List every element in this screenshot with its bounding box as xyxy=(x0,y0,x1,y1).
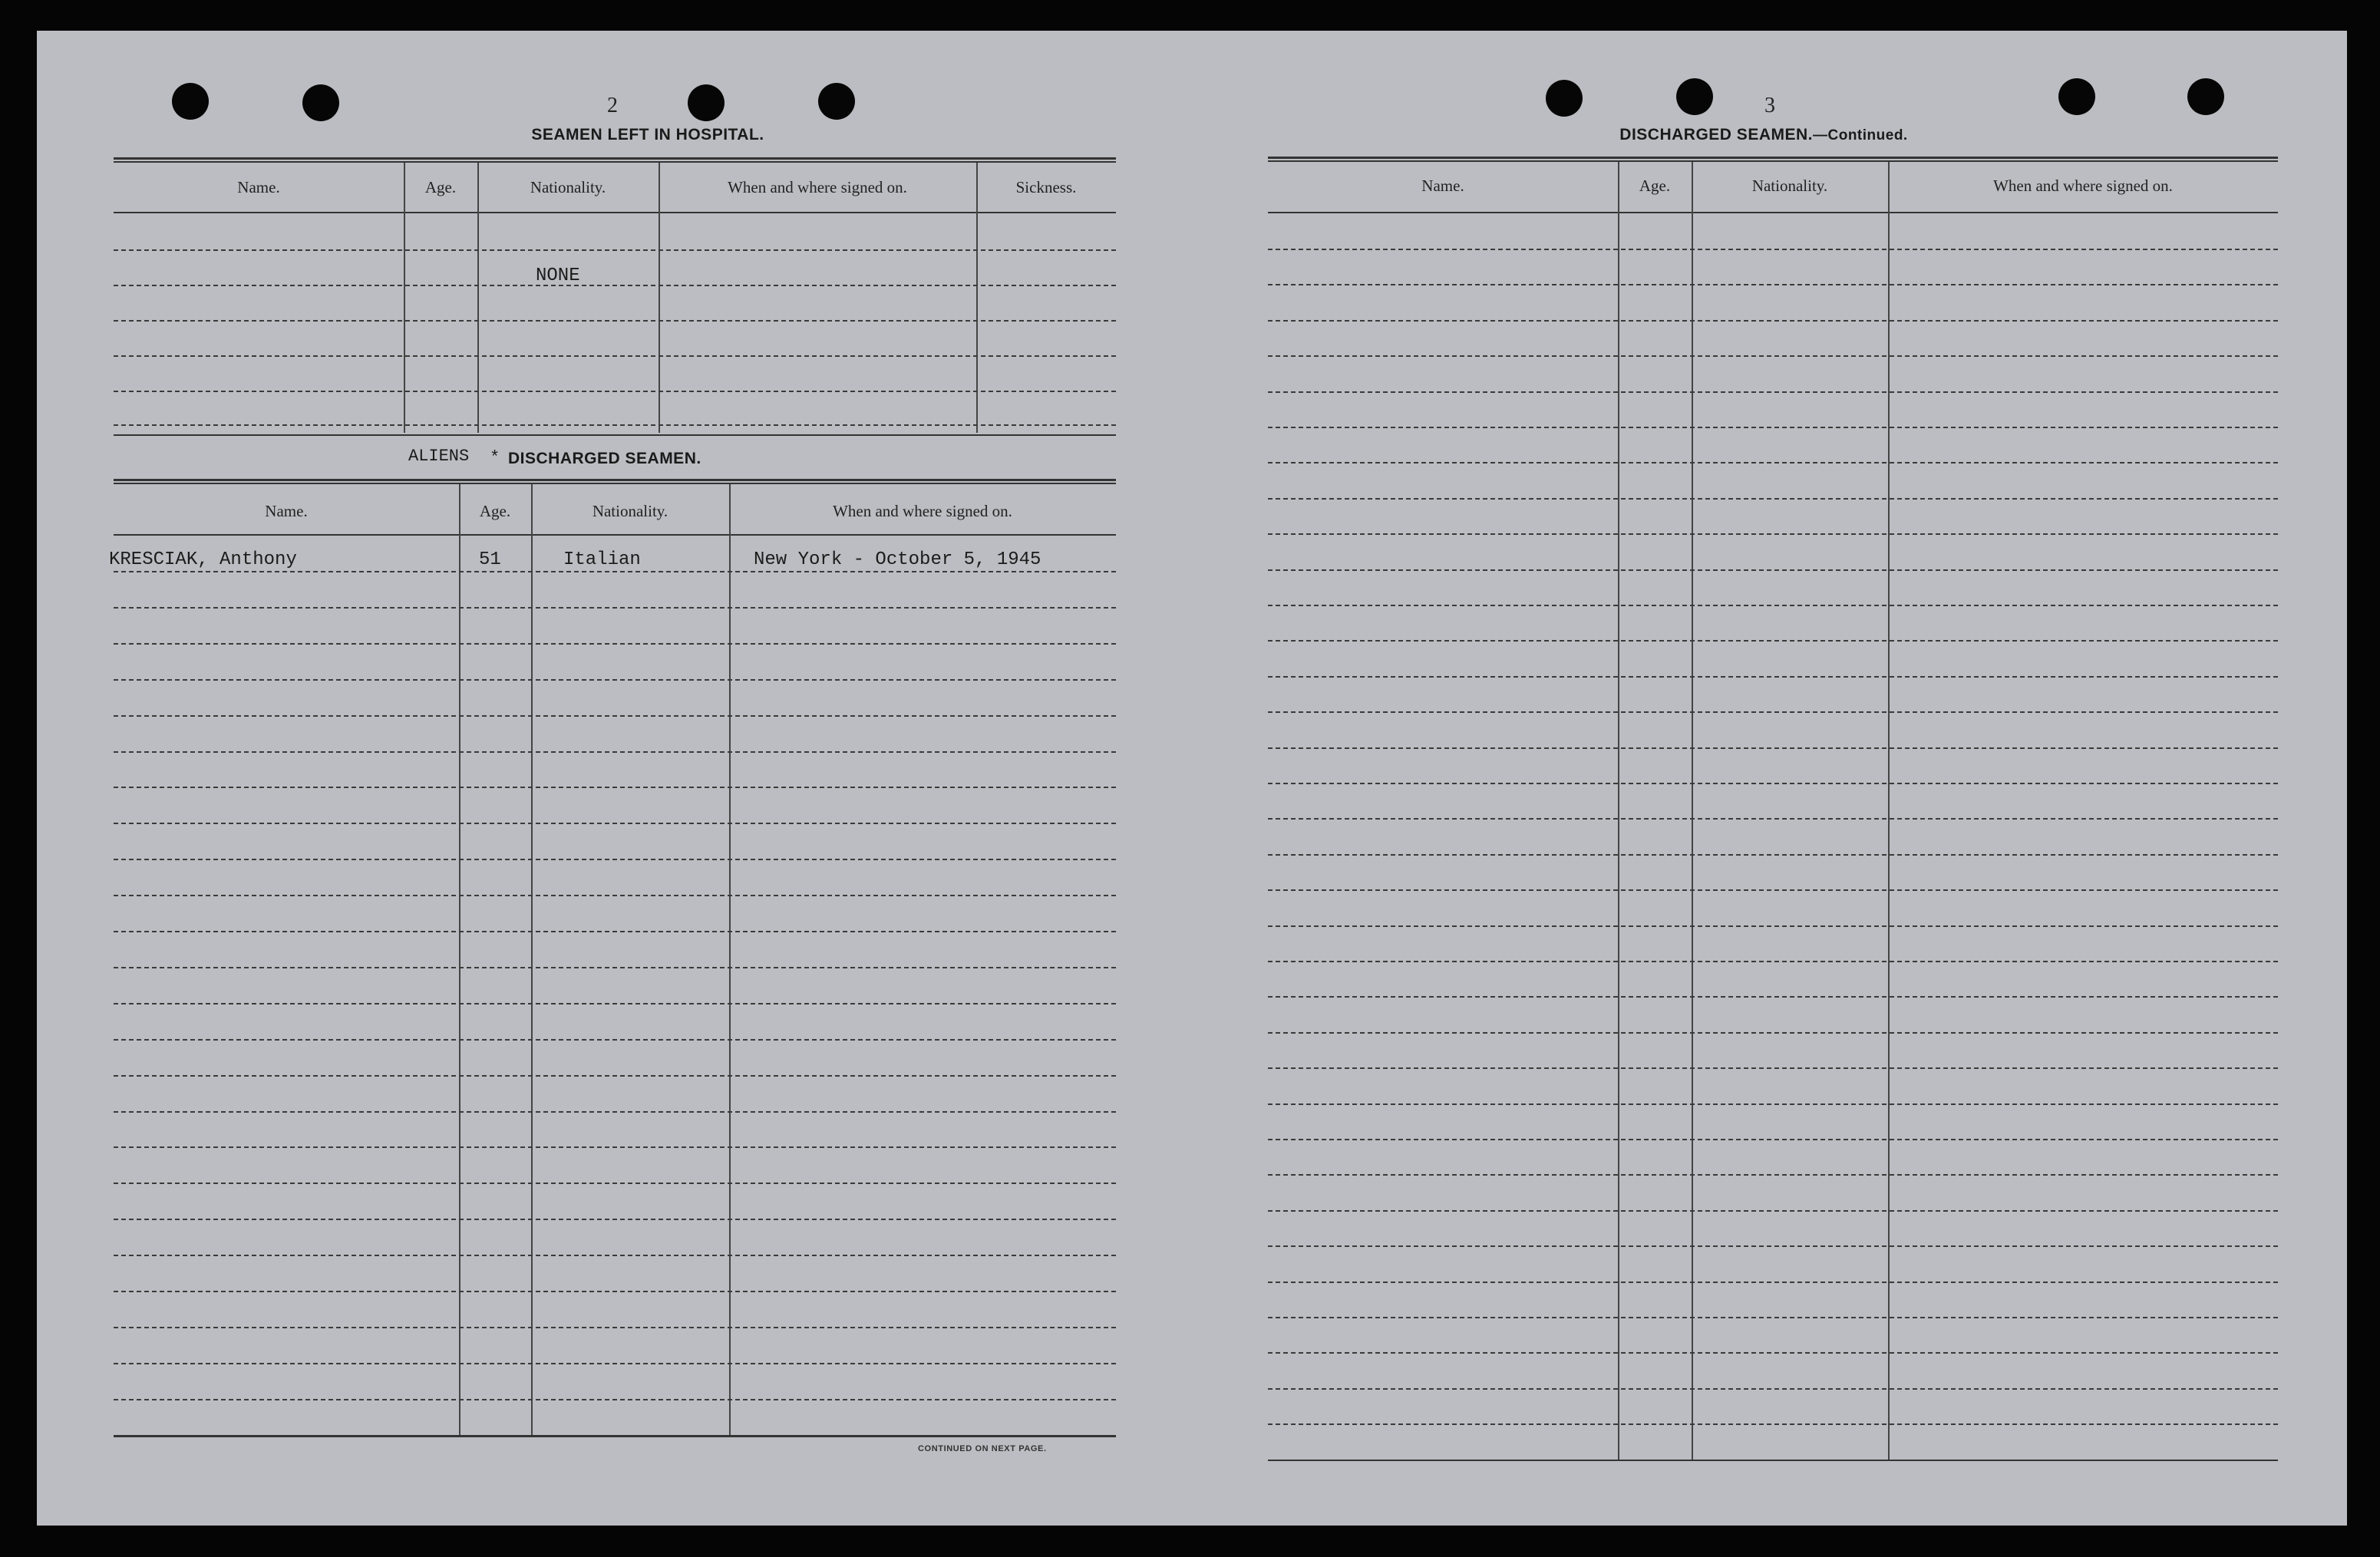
ruled-line xyxy=(1268,1352,2278,1354)
ruled-line xyxy=(114,859,1116,860)
aliens-col-nationality: Nationality. xyxy=(592,502,668,520)
hospital-col-name: Name. xyxy=(237,178,280,196)
ruled-line xyxy=(1268,1139,2278,1140)
ruled-line xyxy=(114,1039,1116,1041)
hospital-row-line xyxy=(114,391,1116,392)
aliens-title-printed: DISCHARGED SEAMEN. xyxy=(508,450,701,467)
hospital-row-line xyxy=(114,249,1116,251)
hospital-header-rule xyxy=(114,212,1116,213)
ruled-line xyxy=(1268,320,2278,322)
aliens-top-rule xyxy=(114,479,1116,484)
ruled-line xyxy=(1268,854,2278,856)
aliens-title-mark: * xyxy=(490,448,500,467)
ruled-line xyxy=(114,1146,1116,1148)
ruled-line xyxy=(1268,533,2278,535)
aliens-col-divider xyxy=(459,484,460,1436)
hospital-row-line xyxy=(114,355,1116,357)
ruled-line xyxy=(114,607,1116,609)
document-sheet xyxy=(37,31,2347,1526)
aliens-title-typed: ALIENS xyxy=(408,447,470,466)
punch-hole xyxy=(302,84,339,121)
discharged-header-rule xyxy=(1268,212,2278,213)
ruled-line xyxy=(1268,996,2278,998)
hospital-col-signed-on: When and where signed on. xyxy=(728,178,907,196)
ruled-line xyxy=(114,679,1116,681)
ruled-line xyxy=(114,715,1116,717)
aliens-col-divider xyxy=(531,484,533,1436)
punch-hole xyxy=(2058,78,2095,115)
ruled-line xyxy=(114,895,1116,896)
ruled-line xyxy=(114,823,1116,824)
ruled-line xyxy=(114,1111,1116,1113)
discharged-title-main: DISCHARGED SEAMEN. xyxy=(1619,126,1813,143)
continued-footer: CONTINUED ON NEXT PAGE. xyxy=(918,1444,1047,1453)
discharged-col-name: Name. xyxy=(1421,176,1464,195)
ruled-line xyxy=(1268,605,2278,606)
discharged-section-title xyxy=(1572,126,1956,144)
ruled-line xyxy=(1268,818,2278,820)
ruled-line xyxy=(1268,711,2278,713)
aliens-header-rule xyxy=(114,534,1116,536)
hospital-row-line xyxy=(114,320,1116,322)
ruled-line xyxy=(1268,783,2278,784)
ruled-line xyxy=(1268,1210,2278,1212)
ruled-line xyxy=(1268,1388,2278,1390)
punch-hole xyxy=(1546,80,1583,117)
punch-hole xyxy=(172,83,209,120)
discharged-col-age: Age. xyxy=(1639,176,1671,195)
ruled-line xyxy=(1268,1103,2278,1105)
ruled-line xyxy=(114,643,1116,645)
punch-hole xyxy=(688,84,725,121)
hospital-row-line xyxy=(114,285,1116,286)
punch-hole xyxy=(2187,78,2224,115)
ruled-line xyxy=(114,1003,1116,1004)
discharged-title-suffix: —Continued. xyxy=(1813,127,1908,143)
page-number-left: 2 xyxy=(607,94,618,117)
ruled-line xyxy=(1268,925,2278,927)
hospital-entry-none: NONE xyxy=(536,266,580,286)
ruled-line xyxy=(1268,462,2278,463)
punch-hole xyxy=(1676,78,1713,115)
hospital-col-sickness: Sickness. xyxy=(1015,178,1077,196)
aliens-row-age: 51 xyxy=(479,549,501,570)
page-number-right: 3 xyxy=(1764,94,1775,117)
hospital-bottom-rule xyxy=(114,434,1116,436)
ruled-line xyxy=(114,1399,1116,1400)
discharged-bottom-rule xyxy=(1268,1460,2278,1461)
ruled-line xyxy=(114,1075,1116,1077)
ruled-line xyxy=(1268,747,2278,749)
ruled-line xyxy=(114,787,1116,788)
aliens-col-signed-on: When and where signed on. xyxy=(833,502,1012,520)
ruled-line xyxy=(1268,355,2278,357)
ruled-line xyxy=(114,1291,1116,1292)
ruled-line xyxy=(1268,1032,2278,1034)
hospital-col-divider xyxy=(659,163,660,433)
discharged-col-nationality: Nationality. xyxy=(1751,176,1828,195)
ruled-line xyxy=(1268,1067,2278,1069)
ruled-line xyxy=(1268,1282,2278,1283)
hospital-col-divider xyxy=(404,163,405,433)
ruled-line xyxy=(1268,569,2278,571)
ruled-line xyxy=(1268,961,2278,962)
ruled-line xyxy=(114,1363,1116,1364)
aliens-bottom-rule xyxy=(114,1435,1116,1437)
ruled-line xyxy=(1268,676,2278,678)
ruled-line xyxy=(1268,427,2278,428)
ruled-line xyxy=(1268,284,2278,285)
ruled-line xyxy=(1268,1174,2278,1176)
ruled-line xyxy=(1268,391,2278,393)
aliens-col-age: Age. xyxy=(479,502,511,520)
discharged-top-rule xyxy=(1268,157,2278,162)
ruled-line xyxy=(114,1219,1116,1220)
hospital-section-title: SEAMEN LEFT IN HOSPITAL. xyxy=(531,126,764,143)
hospital-top-rule xyxy=(114,157,1116,163)
ruled-line xyxy=(114,967,1116,968)
punch-hole xyxy=(818,83,855,120)
discharged-col-signed-on: When and where signed on. xyxy=(1993,176,2173,195)
ruled-line xyxy=(1268,498,2278,500)
hospital-col-age: Age. xyxy=(424,178,457,196)
aliens-col-divider xyxy=(729,484,731,1436)
ruled-line xyxy=(1268,889,2278,891)
aliens-row-nationality: Italian xyxy=(563,549,641,570)
hospital-col-nationality: Nationality. xyxy=(530,178,606,196)
ruled-line xyxy=(1268,1423,2278,1425)
hospital-col-divider xyxy=(477,163,479,433)
ruled-line xyxy=(114,751,1116,753)
aliens-col-name: Name. xyxy=(265,502,308,520)
aliens-row-name: KRESCIAK, Anthony xyxy=(109,549,297,570)
ruled-line xyxy=(1268,640,2278,642)
ruled-line xyxy=(114,571,1116,572)
ruled-line xyxy=(1268,1245,2278,1247)
hospital-row-line xyxy=(114,424,1116,426)
ruled-line xyxy=(114,1183,1116,1184)
aliens-row-signed-on: New York - October 5, 1945 xyxy=(754,549,1041,570)
ruled-line xyxy=(114,931,1116,932)
ruled-line xyxy=(1268,1317,2278,1318)
ruled-line xyxy=(114,1255,1116,1256)
ruled-line xyxy=(1268,249,2278,250)
hospital-col-divider xyxy=(976,163,978,433)
ruled-line xyxy=(114,1327,1116,1328)
